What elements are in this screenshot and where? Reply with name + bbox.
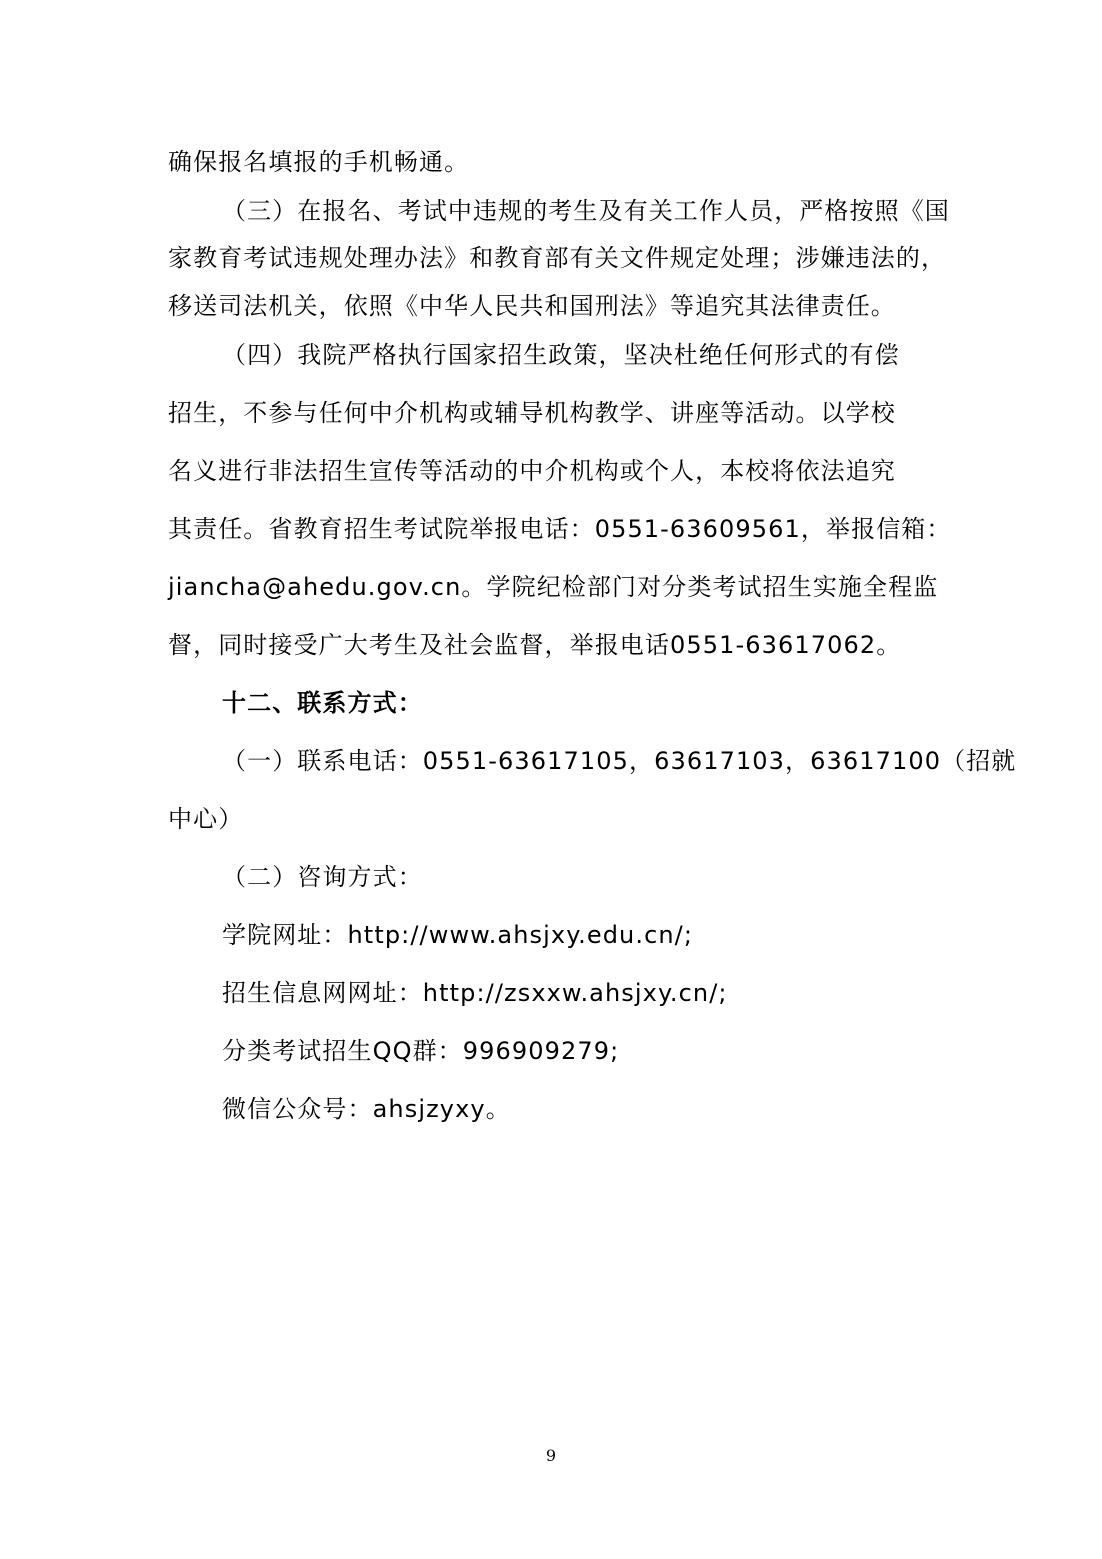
- consultation-heading: （二）咨询方式：: [222, 863, 423, 891]
- body-line: 其责任。省教育招生考试院举报电话：0551-63609561，举报信箱：: [168, 515, 952, 543]
- college-website-line: 学院网址：http://www.ahsjxy.edu.cn/;: [222, 921, 694, 949]
- admissions-website-line: 招生信息网网址：http://zsxxw.ahsjxy.cn/;: [222, 979, 728, 1007]
- body-line: （三）在报名、考试中违规的考生及有关工作人员，严格按照《国: [222, 197, 950, 225]
- body-line: 督，同时接受广大考生及社会监督，举报电话0551-63617062。: [168, 631, 902, 659]
- body-line: （四）我院严格执行国家招生政策，坚决杜绝任何形式的有偿: [222, 341, 900, 369]
- body-line: 移送司法机关，依照《中华人民共和国刑法》等追究其法律责任。: [168, 292, 896, 320]
- qq-group-line: 分类考试招生QQ群：996909279;: [222, 1037, 620, 1065]
- wechat-account-line: 微信公众号：ahsjzyxy。: [222, 1095, 511, 1123]
- body-line: 家教育考试违规处理办法》和教育部有关文件规定处理；涉嫌违法的，: [168, 244, 947, 272]
- body-line: jiancha@ahedu.gov.cn。学院纪检部门对分类考试招生实施全程监: [168, 573, 939, 601]
- body-line: 招生，不参与任何中介机构或辅导机构教学、讲座等活动。以学校: [168, 399, 896, 427]
- contact-phone-line: （一）联系电话：0551-63617105，63617103，63617100（招就: [222, 747, 1017, 775]
- contact-phone-line-continued: 中心）: [168, 805, 244, 833]
- section-heading: 十二、联系方式：: [222, 689, 423, 717]
- body-line: 名义进行非法招生宣传等活动的中介机构或个人，本校将依法追究: [168, 457, 896, 485]
- page-number: 9: [545, 1446, 557, 1465]
- body-line: 确保报名填报的手机畅通。: [168, 148, 470, 176]
